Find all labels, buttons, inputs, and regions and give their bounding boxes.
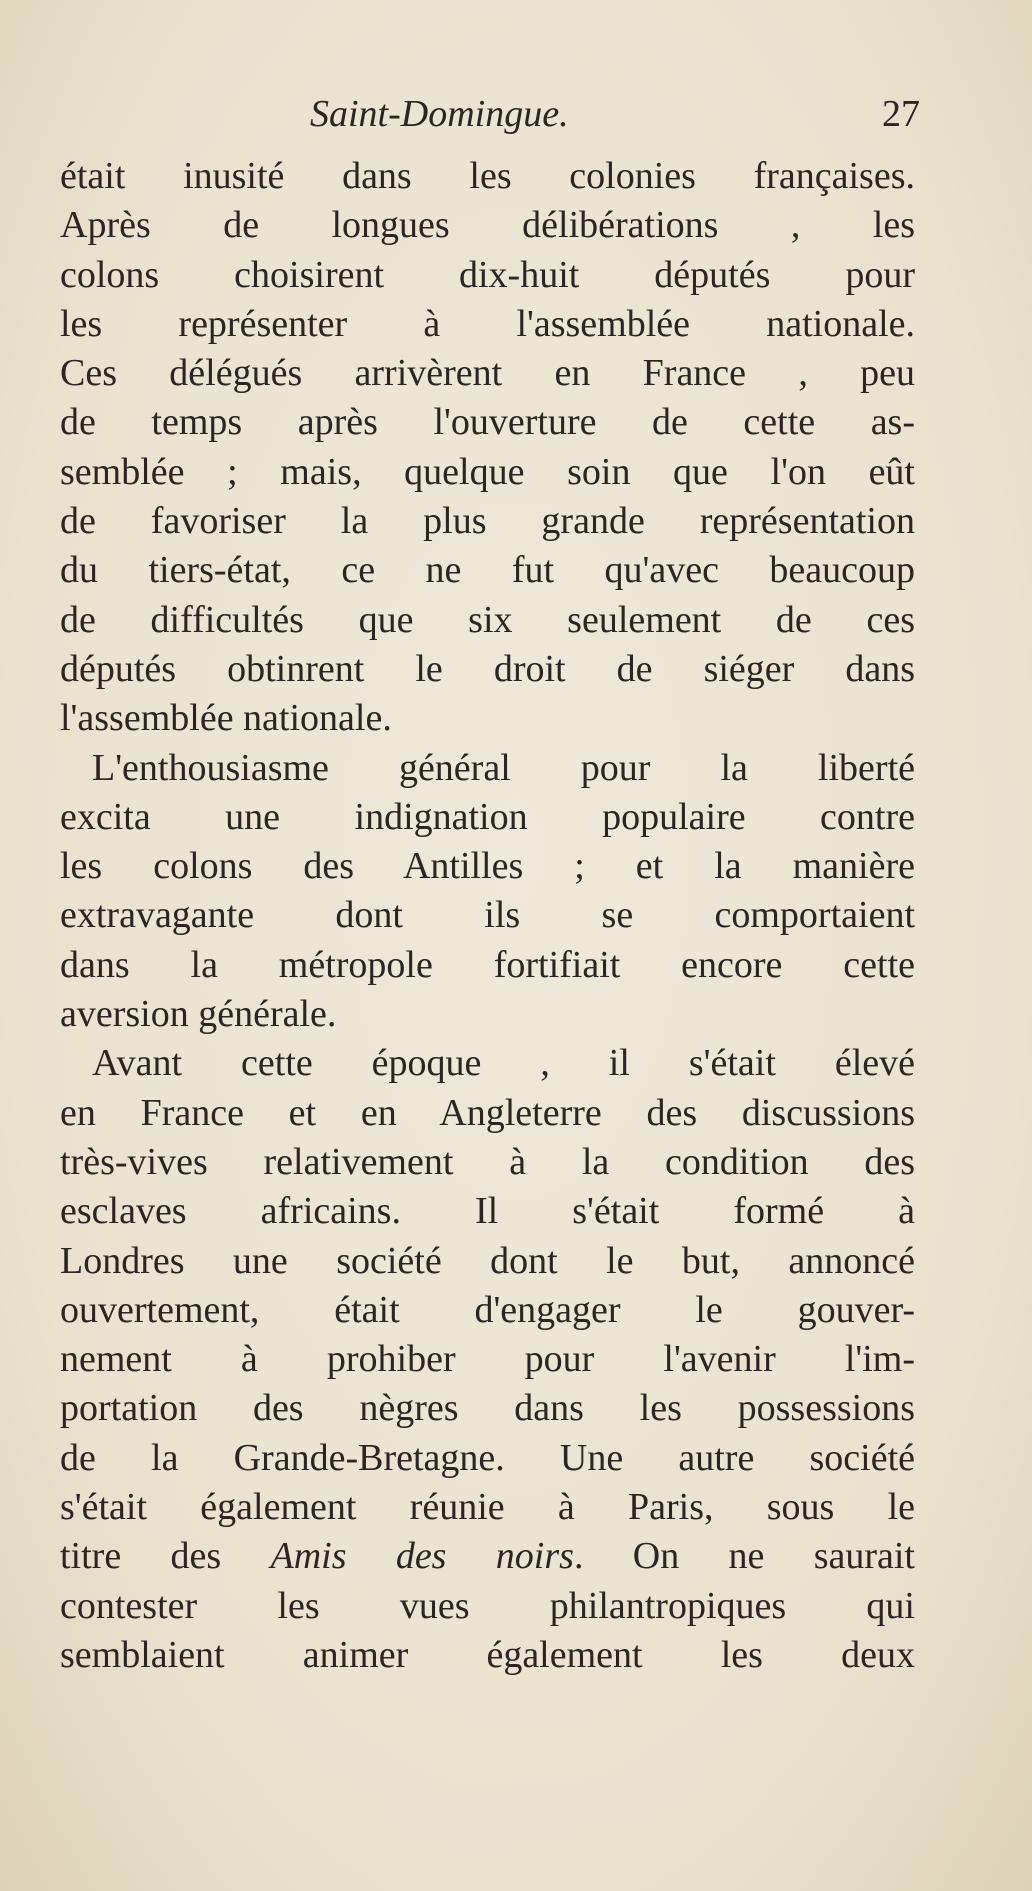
page-body [60,152,915,1680]
text-line: esclaves africains. Il s'était formé à [60,1190,915,1233]
text-line: portation des nègres dans les possessions [60,1387,915,1430]
text-line: s'était également réunie à Paris, sous le [60,1486,915,1529]
text-line: Après de longues délibérations , les [60,204,915,247]
text-line: députés obtinrent le droit de siéger dans [60,647,915,690]
text-line: du tiers-état, ce ne fut qu'avec beaucoup [60,549,915,592]
text-line: de temps après l'ouverture de cette as- [60,401,915,444]
text-line: Londres une société dont le but, annoncé [60,1239,915,1282]
text-line: en France et en Angleterre des discussions [60,1091,915,1134]
text-line: ouvertement, était d'engager le gouver- [60,1288,915,1331]
text-line: dans la métropole fortifiait encore cette [60,943,915,986]
text-line: extravagante dont ils se comportaient [60,894,915,937]
text-line: aversion générale. [60,993,337,1036]
text-line: de la Grande-Bretagne. Une autre société [60,1436,915,1479]
text-line: l'assemblée nationale. [60,697,392,740]
running-title: Saint-Domingue. [310,93,569,135]
text-line: les colons des Antilles ; et la manière [60,845,915,888]
text-segment: . On ne saurait [573,1535,915,1578]
text-line: Ces délégués arrivèrent en France , peu [60,352,915,395]
paragraph-start-line: L'enthousiasme général pour la liberté [92,746,915,789]
text-line: contester les vues philantropiques qui [60,1584,915,1627]
text-line: nement à prohiber pour l'avenir l'im- [60,1338,915,1381]
text-line: très-vives relativement à la condition des [60,1140,915,1183]
page-header [60,92,920,142]
text-line: colons choisirent dix-huit députés pour [60,253,915,296]
paragraph-start-line: Avant cette époque , il s'était élevé [92,1042,915,1085]
text-line: les représenter à l'assemblée nationale. [60,302,915,345]
page-number: 27 [882,93,920,135]
text-line: semblée ; mais, quelque soin que l'on eût [60,450,915,493]
text-line: de difficultés que six seulement de ces [60,598,915,641]
text-line: de favoriser la plus grande représentation [60,500,915,543]
text-line-with-italic [60,1532,915,1581]
text-segment: titre des [60,1535,271,1578]
text-line: semblaient animer également les deux [60,1633,915,1676]
text-line: excita une indignation populaire contre [60,795,915,838]
text-line: était inusité dans les colonies françaises. [60,155,915,197]
italic-title: Amis des noirs [270,1535,574,1578]
